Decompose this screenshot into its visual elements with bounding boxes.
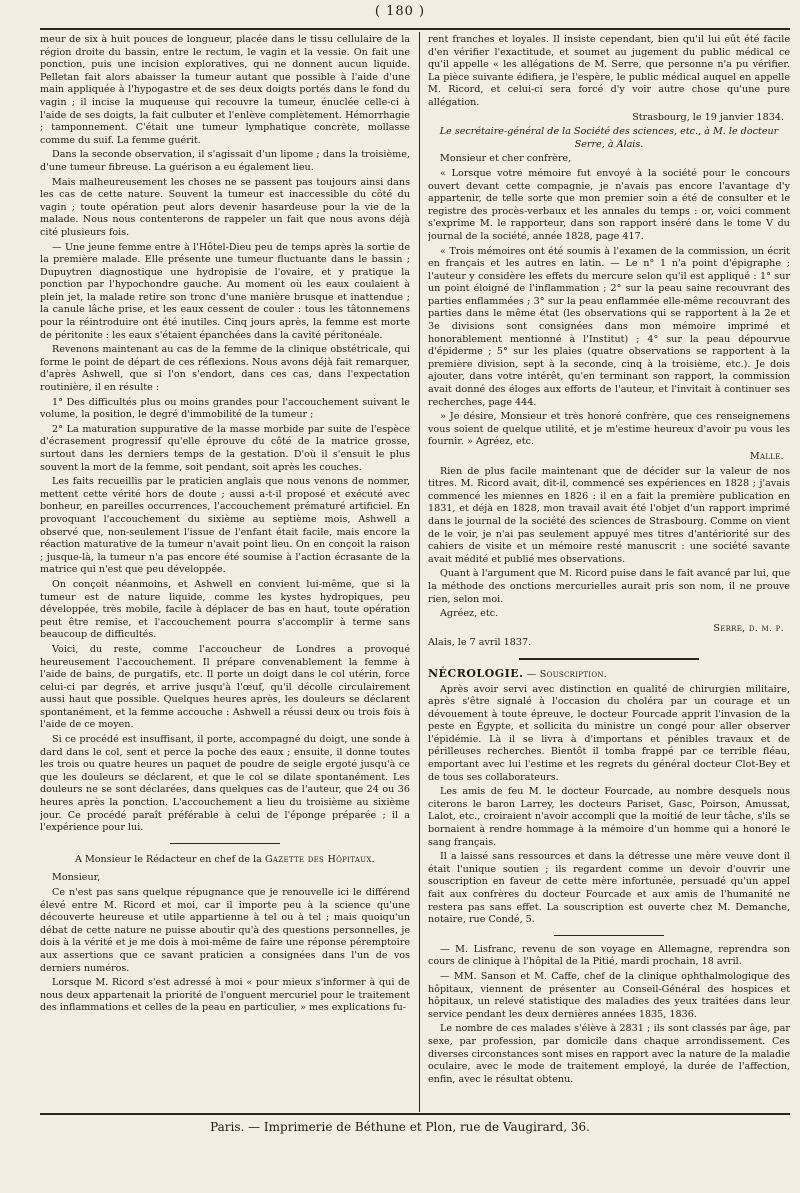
necrology-title: NÉCROLOGIE. <box>428 666 524 680</box>
left-paragraph: Dans la seconde observation, il s'agissait d'un lipome ; dans la troisième, d'une tumeur fibreuse. La guérison a eu également lieu. <box>40 149 410 173</box>
letter2-paragraph: « Lorsque votre mémoire fut envoyé à la société pour le concours ouvert devant cette compagnie, je n'avais pas encore l'avantage d'y appartenir, de telle sorte que mon premier soin a été de consulter et le registre des procès-verbaux et les annales du temps : or, voici comment s'exprime M. le rapporteur, dans son rapport inséré dans le tome V du journal de la société, année 1828, page 417. <box>428 167 790 242</box>
left-column <box>40 34 410 1144</box>
necrology-paragraph: Après avoir servi avec distinction en qualité de chirurgien militaire, après s'être signalé à l'occasion du choléra par un courage et un dévouement à toute épreuve, le docteur Fourcade apprit l'invasion de la peste en Égypte, et sollicita du ministre un congé pour aller observer l'épidémie. Là il se livra à d'importans et pénibles travaux et de périlleuses recherches. Bientôt il tomba frappé par ce terrible fléau, emportant avec lui l'estime et les regrets du général docteur Clot-Bey et de tous ses collaborateurs. <box>428 683 790 783</box>
left-paragraph: 1° Des difficultés plus ou moins grandes pour l'accouchement suivant le volume, la position, le degré d'immobilité de la tumeur ; <box>40 396 410 421</box>
letter-paragraph: Lorsque M. Ricord s'est adressé à moi « pour mieux s'informer à qui de nous deux appartenait la priorité de l'onguent mercuriel pour le traitement des inflammations et celles de la peau en particulier, » mes explications fu- <box>40 977 410 1014</box>
left-paragraph: meur de six à huit pouces de longueur, placée dans le tissu cellulaire de la région droite du bassin, entre le rectum, le vagin et la vessie. On fait une ponction, puis une incision exploratives, qui ne donnent aucun liquide. Pelletan fait alors abaisser la tumeur autant que possible à l'aide d'une main appliquée à l'hypogastre et de ses deux doigts portés dans le fond du vagin ; il incise la muqueuse qui recouvre la tumeur, énuclée celle-ci à l'aide de ses doigts, la fait culbuter et l'enlève complètement. Hémorrhagie ; tamponnement. C'était une tumeur lymphatique concrète, mollasse comme du suif. La femme guérit. <box>40 34 410 146</box>
left-paragraph: Voici, du reste, comme l'accoucheur de Londres a provoqué heureusement l'accouchement. Il prépare convenablement la femme à l'aide de bains, de purgatifs, etc. Il porte un doigt dans le col utérin, force celui-ci par degrés, et arrive jusqu'à l'œuf, qu'il décolle circulairement aussi haut que possible. Quelques heures après, les douleurs se déclarent spontanément, et la femme accouche : Ashwell a réussi deux ou trois fois à l'aide de ce moyen. <box>40 643 410 731</box>
left-paragraph: Si ce procédé est insuffisant, il porte, accompagné du doigt, une sonde à dard dans le col, sent et perce la poche des eaux ; ensuite, il donne toutes les trois ou quatre heures un paquet de poudre de seigle ergoté jusqu'à ce que les douleurs se déclarent, et que le col se dilate spontanément. Les douleurs ne se sont déclarées, dans quelques cas de l'auteur, que 24 ou 36 heures après la ponction. L'accouchement a lieu du troisième au sixième jour. Ce procédé paraît préférable à celui de l'éponge préparée ; il a l'expérience pour lui. <box>40 734 410 834</box>
left-paragraph: Revenons maintenant au cas de la femme de la clinique obstétricale, qui forme le point de départ de ces réflexions. Nous avons déjà fait remarquer, d'après Ashwell, que si l'on s'endort, dans ces cas, dans l'expectation routinière, il en résulte : <box>40 344 410 394</box>
section-separator <box>519 658 699 660</box>
section-separator <box>554 935 664 936</box>
necrology-heading <box>428 668 790 682</box>
section-separator <box>170 843 280 844</box>
left-paragraph: 2° La maturation suppurative de la masse morbide par suite de l'espèce d'écrasement progressif qu'elle éprouve du côté de la matrice grosse, surtout dans les derniers temps de la gestation. D'où il s'ensuit le plus souvent la mort de la femme, soit pendant, soit après les couches. <box>40 423 410 473</box>
left-paragraph: On conçoit néanmoins, et Ashwell en convient lui-même, que si la tumeur est de nature liquide, comme les kystes hydropiques, peu développée, très mobile, facile à déplacer de bas en haut, toute opération peut être remise, et l'accouchement pourra s'accomplir à terme sans beaucoup de difficultés. <box>40 578 410 641</box>
continuation-paragraph: rent franches et loyales. Il insiste cependant, bien qu'il lui eût été facile d'en vérifier l'exactitude, et soumet au jugement du public médical ce qu'il appelle « les allégations de M. Serre, que personne n'a pu vérifier. La pièce suivante édifiera, je l'espère, le public médical auquel en appelle M. Ricord, et celui-ci sera forcé d'y voir autre chose qu'une pure allégation. <box>428 34 790 108</box>
place-date: Strasbourg, le 19 janvier 1834. <box>632 111 784 123</box>
top-rule <box>40 28 790 30</box>
reply-signature: Serre, d. m. p. <box>713 622 784 634</box>
letter-paragraph: Ce n'est pas sans quelque répugnance que je renouvelle ici le différend élevé entre M. Ricord et moi, car il importe peu à la science qu'une découverte heureuse et utile appartienne à tel ou à tel ; mais quoiqu'un débat de cette nature ne puisse aboutir qu'à des questions personnelles, je dois à la vérité et je me dois à moi-même de faire une réponse péremptoire aux assertions que ce savant praticien a consignées dans l'un de vos derniers numéros. <box>40 887 410 974</box>
footer-rule <box>40 1113 790 1115</box>
page-number: ( 180 ) <box>374 4 426 19</box>
letter-heading <box>40 854 410 867</box>
letter2-paragraph: » Je désire, Monsieur et très honoré confrère, que ces renseignemens vous soient de quelque utilité, et je m'estime heureux d'avoir pu vous les fournir. » Agréez, etc. <box>428 411 790 448</box>
necrology-paragraph: Il a laissé sans ressources et dans la détresse une mère veuve dont il était l'unique soutien ; ils regardent comme un devoir d'ouvrir une souscription en faveur de cette mère infortunée, persuadé qu'un appel fait aux confrères du docteur Fourcade et aux amis de l'humanité ne restera pas sans effet. La souscription est ouverte chez M. Demanche, notaire, rue Condé, 5. <box>428 851 790 926</box>
letter2-signature: Malle. <box>749 451 784 462</box>
news-paragraph: — M. Lisfranc, revenu de son voyage en Allemagne, reprendra son cours de clinique à l'hôpital de la Pitié, mardi prochain, 18 avril. <box>428 943 790 968</box>
left-paragraph: — Une jeune femme entre à l'Hôtel-Dieu peu de temps après la sortie de la première malade. Elle présente une tumeur fluctuante dans le bassin ; Dupuytren diagnostique une hydropisie de l'ovaire, et y pratique la ponction par l'hypochondre gauche. Au moment où les eaux coulaient à plein jet, la malade retire son tronc d'une manière brusque et inattendue ; la canule lâche prise, et les eaux cessent de couler : tous les tâtonnemens pour la réintroduire ont été inutiles. Cinq jours après, la femme est morte de péritonite : les eaux s'étaient épanchées dans la cavité péritonéale. <box>40 241 410 341</box>
news-paragraph: Le nombre de ces malades s'élève à 2831 ; ils sont classés par âge, par sexe, par profession, par domicile dans chaque arrondissement. Ces diverses circonstances sont mises en rapport avec la nature de la maladie oculaire, avec le mode de traitement employé, la durée de l'affection, enfin, avec le résultat obtenu. <box>428 1023 790 1085</box>
printer-imprint: Paris. — Imprimerie de Béthune et Plon, rue de Vaugirard, 36. <box>210 1120 590 1134</box>
left-paragraph: Les faits recueillis par le praticien anglais que nous venons de nommer, mettent cette vérité hors de doute ; aussi a-t-il proposé et exécuté avec bonheur, en pareilles occurrences, l'accouchement prématuré artificiel. En provoquant l'accouchement du sixième au septième mois, Ashwell a observé que, non-seulement l'issue de l'enfant était facile, mais encore la réaction maturative de la tumeur n'avait point lieu. On en conçoit la raison ; jusque-là, la tumeur n'a pas encore été soumise à l'action écrasante de la matrice qui n'est que peu développée. <box>40 476 410 576</box>
right-column <box>428 34 790 1144</box>
letter2-salutation: Monsieur et cher confrère, <box>440 153 572 165</box>
reply-date: Alais, le 7 avril 1837. <box>428 637 532 649</box>
letter-heading-prefix: A Monsieur le Rédacteur en chef de la <box>74 853 262 865</box>
reply-paragraph: Rien de plus facile maintenant que de décider sur la valeur de nos titres. M. Ricord avait, dit-il, commencé ses expériences en 1828 ; j'avais commencé les miennes en 1826 : il en a fait la première publication en 1831, et déjà en 1828, mon travail avait été l'objet d'un rapport imprimé dans le journal de la société des sciences de Strasbourg. Comme on vient de le voir, je n'ai pas seulement appuyé mes titres d'antériorité sur des cahiers de visite et un mémoire resté manuscrit : une société savante avait médité et publié mes observations. <box>428 465 790 565</box>
column-divider <box>419 32 420 1112</box>
letter-salutation: Monsieur, <box>52 872 101 884</box>
news-paragraph: — MM. Sanson et M. Caffe, chef de la clinique ophthalmologique des hôpitaux, viennent de présenter au Conseil-Général des hospices et hôpitaux, un relevé statistique des maladies des yeux traitées dans leur service pendant les deux dernières années 1835, 1836. <box>428 970 790 1020</box>
necrology-paragraph: Les amis de feu M. le docteur Fourcade, au nombre desquels nous citerons le baron Larrey, les docteurs Pariset, Gasc, Poirson, Amussat, Lalot, etc., croiraient n'avoir accompli que la moitié de leur tâche, s'ils se bornaient à rendre hommage à la mémoire d'un homme qui a honoré le sang français. <box>428 786 790 848</box>
letter2-paragraph: « Trois mémoires ont été soumis à l'examen de la commission, un écrit en français et les autres en latin. — Le n° 1 n'a point d'épigraphe ; l'auteur y considère les effets du mercure selon qu'il est appliqué : 1° sur un point éloigné de l'inflammation ; 2° sur la peau saine recouvrant des parties enflammées ; 3° sur la peau enflammée elle-même recouvrant des parties dans le même état (les observations qui se rapportent à la 2e et 3e divisions sont consignées dans mon mémoire imprimé et honorablement mentionné à l'Institut) ; 4° sur la peau dépourvue d'épiderme ; 5° sur les plaies (quatre observations se rapportent à la première division, sept à la seconde, cinq à la troisième, etc.). Je dois ajouter, dans votre intérêt, qu'en terminant son rapport, la commission avait donné des éloges aux efforts de l'auteur, et l'invitait à continuer ses recherches, page 444. <box>428 245 790 408</box>
letter2-heading: Le secrétaire-général de la Société des sciences, etc., à M. le docteur Serre, à Alais. <box>439 126 779 150</box>
journal-name: Gazette des Hôpitaux. <box>264 853 376 865</box>
necrology-subtitle: — Souscription. <box>526 668 608 680</box>
reply-paragraph: Agréez, etc. <box>440 608 499 620</box>
left-paragraph: Mais malheureusement les choses ne se passent pas toujours ainsi dans les cas de cette nature. Souvent la tumeur est inaccessible du côté du vagin ; toute opération peut alors devenir hasardeuse pour la vie de la malade. Nous nous contenterons de rappeler un fait que nous avons déjà cité plusieurs fois. <box>40 176 410 238</box>
reply-paragraph: Quant à l'argument que M. Ricord puise dans le fait avancé par lui, que la méthode des onctions mercurielles aurait pris son nom, il ne prouve rien, selon moi. <box>428 568 790 605</box>
